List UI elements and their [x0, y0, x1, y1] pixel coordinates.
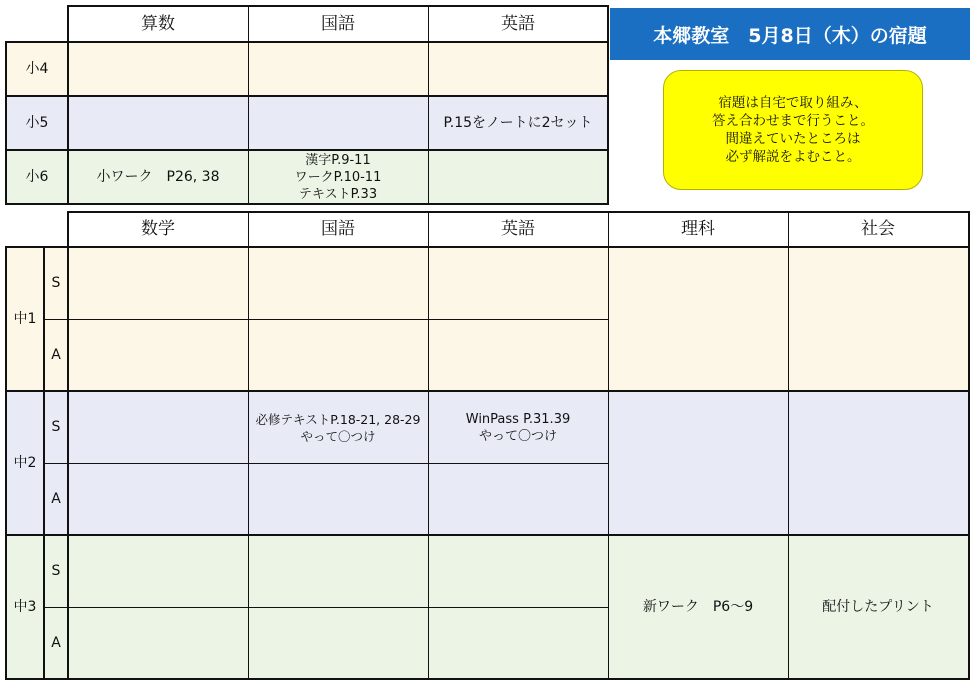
grid-line — [5, 95, 609, 97]
grid-line — [5, 678, 970, 680]
grid-line — [428, 212, 429, 679]
level-label-a: A — [51, 346, 61, 363]
grade-label-chu3: 中3 — [13, 598, 37, 615]
elem-header-japanese: 国語 — [321, 13, 355, 34]
grid-line — [607, 5, 609, 205]
grid-line — [5, 41, 7, 205]
jr-header-math: 数学 — [141, 219, 175, 239]
table-cell: 漢字P.9-11 ワークP.10-11 テキストP.33 — [294, 152, 382, 202]
table-cell — [428, 42, 608, 96]
table-cell — [68, 42, 248, 96]
grid-line — [5, 41, 609, 43]
grid-line — [67, 5, 609, 7]
table-cell — [248, 42, 428, 96]
table-cell — [608, 247, 788, 391]
grid-line — [5, 534, 970, 536]
table-cell: 小ワーク P26, 38 — [96, 168, 220, 185]
table-cell — [68, 607, 248, 679]
grid-line — [428, 6, 429, 204]
grade-label-chu2: 中2 — [13, 454, 37, 471]
grid-line — [5, 203, 609, 205]
level-label-s: S — [51, 418, 61, 435]
table-cell: 配付したプリント — [822, 598, 934, 615]
grid-line — [44, 607, 608, 608]
grid-line — [5, 246, 7, 680]
grid-line — [5, 390, 970, 392]
table-cell — [248, 535, 428, 607]
level-label-s: S — [51, 274, 61, 291]
table-cell — [68, 535, 248, 607]
jr-header-science: 理科 — [681, 219, 715, 239]
grid-line — [43, 246, 45, 680]
table-cell: WinPass P.31.39 やって〇つけ — [465, 412, 571, 444]
grid-line — [44, 319, 608, 320]
table-cell: 必修テキストP.18-21, 28-29 やって〇つけ — [255, 412, 421, 444]
table-cell: P.15をノートに2セット — [443, 114, 593, 131]
table-cell — [248, 247, 428, 319]
table-cell — [428, 150, 608, 204]
grid-line — [5, 149, 609, 151]
grid-line — [788, 212, 789, 679]
table-cell — [428, 319, 608, 391]
table-cell — [428, 607, 608, 679]
grade-label-chu1: 中1 — [13, 310, 37, 327]
grade-label-sho6: 小6 — [25, 168, 49, 185]
table-cell — [428, 535, 608, 607]
grid-line — [608, 212, 609, 679]
grid-line — [968, 211, 970, 680]
grid-line — [44, 463, 608, 464]
jr-header-social: 社会 — [861, 219, 895, 239]
grid-line — [248, 6, 249, 204]
elem-header-english: 英語 — [501, 13, 535, 34]
table-cell — [248, 319, 428, 391]
level-label-s: S — [51, 562, 61, 579]
table-cell — [248, 463, 428, 535]
table-cell: 新ワーク P6〜9 — [642, 598, 754, 615]
grid-line — [248, 212, 249, 679]
table-cell — [68, 96, 248, 150]
table-cell — [68, 247, 248, 319]
table-cell — [788, 391, 968, 535]
table-cell — [248, 607, 428, 679]
grid-line — [5, 246, 970, 248]
grade-label-sho5: 小5 — [25, 114, 49, 131]
table-cell — [68, 463, 248, 535]
table-cell — [248, 96, 428, 150]
table-cell — [608, 391, 788, 535]
level-label-a: A — [51, 634, 61, 651]
jr-header-japanese: 国語 — [321, 219, 355, 239]
table-cell — [788, 247, 968, 391]
level-label-a: A — [51, 490, 61, 507]
jr-header-english: 英語 — [501, 219, 535, 239]
table-cell — [68, 391, 248, 463]
grid-line — [67, 5, 69, 205]
table-cell — [68, 319, 248, 391]
homework-note: 宿題は自宅で取り組み、 答え合わせまで行うこと。 間違えていたところは 必ず解説をよむこと。 — [663, 70, 923, 190]
elem-header-math: 算数 — [141, 13, 175, 34]
page-title: 本郷教室 5月8日（木）の宿題 — [610, 8, 970, 60]
table-cell — [428, 247, 608, 319]
grid-line — [67, 211, 69, 680]
table-cell — [428, 463, 608, 535]
grade-label-sho4: 小4 — [25, 60, 49, 77]
grid-line — [67, 211, 970, 213]
